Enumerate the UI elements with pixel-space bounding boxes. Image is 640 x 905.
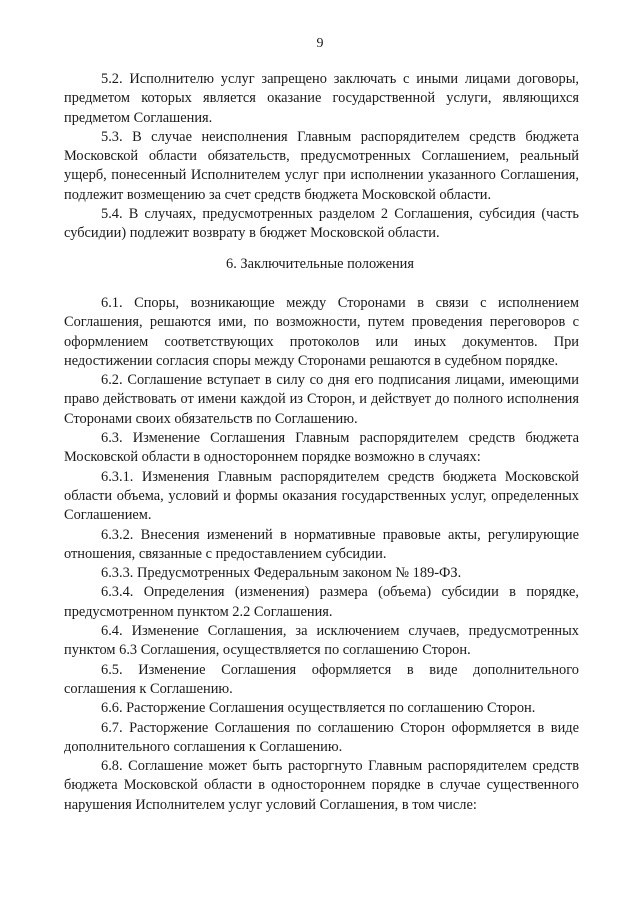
paragraph-6-7: 6.7. Расторжение Соглашения по соглашению Сторон оформляется в виде дополнительного соглашения к Соглашению. xyxy=(64,719,579,755)
paragraph-6-1: 6.1. Споры, возникающие между Сторонами в связи с исполнением Соглашения, решаются ими, по возможности, путем проведения переговоров с оформлением соответствующих протоколов или иных документов. При недостижении согласия споры между Сторонами решаются в судебном порядке. xyxy=(64,295,579,369)
paragraph-5-2: 5.2. Исполнителю услуг запрещено заключать с иными лицами договоры, предметом которых является оказание государственной услуги, являющихся предметом Соглашения. xyxy=(64,71,579,126)
paragraph-5-3: 5.3. В случае неисполнения Главным распорядителем средств бюджета Московской области обязательств, предусмотренных Соглашением, реальный ущерб, понесенный Исполнителем услуг при исполнении указанного Соглашения, подлежит возмещению за счет средств бюджета Московской области. xyxy=(64,128,579,203)
section-6-body xyxy=(64,294,579,815)
paragraph-6-3-1: 6.3.1. Изменения Главным распорядителем средств бюджета Московской области объема, условий и формы оказания государственных услуг, определенных Соглашением. xyxy=(64,468,579,524)
paragraph-6-6: 6.6. Расторжение Соглашения осуществляется по соглашению Сторон. xyxy=(101,700,536,717)
paragraph-6-4: 6.4. Изменение Соглашения, за исключением случаев, предусмотренных пунктом 6.3 Соглашения, осуществляется по соглашению Сторон. xyxy=(64,623,579,659)
paragraph-6-8: 6.8. Соглашение может быть расторгнуто Главным распорядителем средств бюджета Московской области в одностороннем порядке в случае существенного нарушения Исполнителем услуг условий Соглашения, в том числе: xyxy=(64,758,579,813)
paragraph-6-3-2: 6.3.2. Внесения изменений в нормативные правовые акты, регулирующие отношения, связанные с предоставлением субсидии. xyxy=(64,526,579,562)
paragraph-6-3-3: 6.3.3. Предусмотренных Федеральным законом № 189-ФЗ. xyxy=(101,565,462,582)
paragraph-5-4: 5.4. В случаях, предусмотренных разделом 2 Соглашения, субсидия (часть субсидии) подлежит возврату в бюджет Московской области. xyxy=(64,206,579,242)
section-6-heading: 6. Заключительные положения xyxy=(226,256,414,272)
paragraph-6-2: 6.2. Соглашение вступает в силу со дня его подписания лицами, имеющими право действовать от имени каждой из Сторон, и действует до полного исполнения Сторонами своих обязательств по Соглашению. xyxy=(64,372,579,427)
paragraph-6-3: 6.3. Изменение Соглашения Главным распорядителем средств бюджета Московской области в одностороннем порядке возможно в случаях: xyxy=(64,430,579,466)
paragraph-6-3-4: 6.3.4. Определения (изменения) размера (объема) субсидии в порядке, предусмотренном пунктом 2.2 Соглашения. xyxy=(64,584,579,620)
paragraph-6-5: 6.5. Изменение Соглашения оформляется в виде дополнительного соглашения к Соглашению. xyxy=(64,661,579,697)
section-5-body xyxy=(64,70,579,244)
page-number: 9 xyxy=(316,36,324,51)
